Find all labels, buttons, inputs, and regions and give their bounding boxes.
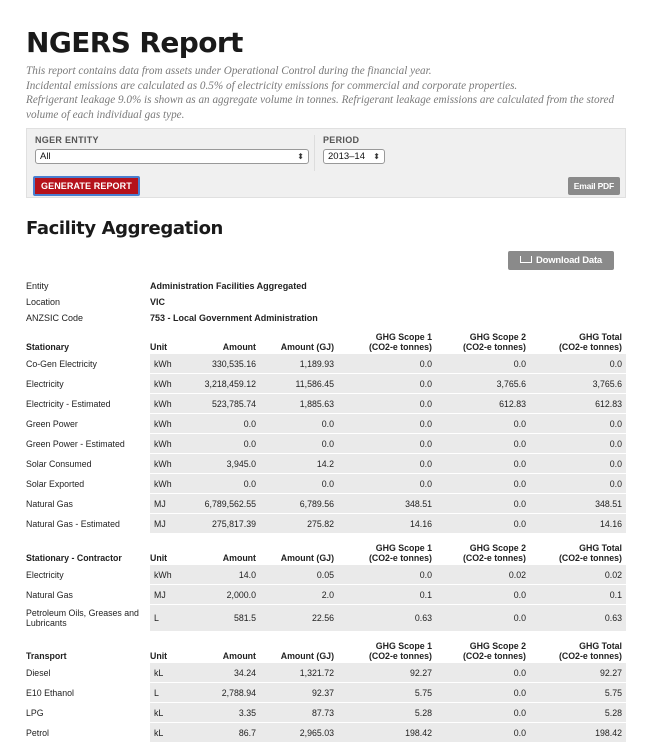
table-cell: 0.0 xyxy=(192,474,260,494)
table-cell: 3,765.6 xyxy=(436,374,530,394)
table-cell: 0.0 xyxy=(530,474,626,494)
intro-line: Refrigerant leakage 9.0% is shown as an aggregate volume in tonnes. Refrigerant leakage emissions are calculated from the stored volume of each individual gas type. xyxy=(26,94,615,121)
table-cell: 0.1 xyxy=(338,585,436,605)
row-label: Solar Exported xyxy=(26,474,150,494)
table-cell: 2,000.0 xyxy=(192,585,260,605)
column-header: Amount xyxy=(222,553,256,563)
table-cell: 0.0 xyxy=(338,374,436,394)
table-cell: 86.7 xyxy=(192,723,260,743)
table-cell: 5.75 xyxy=(338,683,436,703)
group-name: Stationary xyxy=(26,342,70,352)
table-row xyxy=(26,374,626,394)
row-label: E10 Ethanol xyxy=(26,683,150,703)
table-cell: 0.0 xyxy=(530,354,626,374)
page-title: NGERS Report xyxy=(26,26,243,59)
column-header: GHG Total (CO2-e tonnes) xyxy=(558,332,622,352)
generate-report-button[interactable]: GENERATE REPORT xyxy=(33,176,140,196)
meta-value: VIC xyxy=(150,297,166,307)
table-cell: 3,218,459.12 xyxy=(192,374,260,394)
row-label: LPG xyxy=(26,703,150,723)
table-row xyxy=(26,585,626,605)
filter-divider xyxy=(314,135,315,171)
group-body xyxy=(26,663,626,743)
row-label: Petroleum Oils, Greases and Lubricants xyxy=(26,605,150,632)
download-icon xyxy=(520,256,532,263)
email-pdf-button[interactable]: Email PDF xyxy=(568,177,620,195)
table-cell: 0.0 xyxy=(436,703,530,723)
table-cell: kL xyxy=(150,663,192,683)
table-cell: L xyxy=(150,605,192,632)
table-cell: 523,785.74 xyxy=(192,394,260,414)
table-cell: kWh xyxy=(150,565,192,585)
group-body xyxy=(26,565,626,632)
table-row xyxy=(26,414,626,434)
column-header: Amount xyxy=(222,651,256,661)
table-cell: 348.51 xyxy=(530,494,626,514)
table-cell: 348.51 xyxy=(338,494,436,514)
table-cell: 612.83 xyxy=(436,394,530,414)
table-cell: kWh xyxy=(150,374,192,394)
entity-filter xyxy=(35,135,309,164)
period-select[interactable] xyxy=(323,149,385,164)
group-name: Stationary - Contractor xyxy=(26,553,122,563)
table-cell: 0.0 xyxy=(436,474,530,494)
column-header: GHG Total (CO2-e tonnes) xyxy=(558,641,622,661)
table-cell: kL xyxy=(150,723,192,743)
table-cell: 0.0 xyxy=(436,514,530,534)
table-row xyxy=(26,514,626,534)
group-gap xyxy=(26,632,626,639)
row-label: Natural Gas xyxy=(26,494,150,514)
row-label: Electricity xyxy=(26,565,150,585)
table-cell: 2,788.94 xyxy=(192,683,260,703)
entity-label: NGER ENTITY xyxy=(35,135,99,145)
column-header: Unit xyxy=(150,651,168,661)
row-label: Green Power - Estimated xyxy=(26,434,150,454)
period-label: PERIOD xyxy=(323,135,360,145)
group-header xyxy=(26,330,626,354)
row-label: Green Power xyxy=(26,414,150,434)
table-cell: 6,789,562.55 xyxy=(192,494,260,514)
table-cell: 0.0 xyxy=(338,474,436,494)
table-row xyxy=(26,494,626,514)
row-label: Petrol xyxy=(26,723,150,743)
table-cell: 3.35 xyxy=(192,703,260,723)
table-row xyxy=(26,474,626,494)
group-gap-cell xyxy=(26,534,626,541)
row-label: Solar Consumed xyxy=(26,454,150,474)
table-cell: kWh xyxy=(150,474,192,494)
table-cell: 0.0 xyxy=(338,454,436,474)
group-gap xyxy=(26,534,626,541)
table-row xyxy=(26,394,626,414)
table-cell: 92.37 xyxy=(260,683,338,703)
group-gap-cell xyxy=(26,632,626,639)
select-arrows-icon: ⬍ xyxy=(373,151,380,161)
table-cell: 0.0 xyxy=(436,585,530,605)
table-cell: MJ xyxy=(150,585,192,605)
aggregation-table xyxy=(26,330,626,743)
column-header: Amount (GJ) xyxy=(280,553,334,563)
table-row xyxy=(26,565,626,585)
table-cell: 0.0 xyxy=(260,434,338,454)
table-cell: 92.27 xyxy=(530,663,626,683)
column-header: Amount (GJ) xyxy=(280,651,334,661)
table-cell: 0.0 xyxy=(530,434,626,454)
meta-key: Entity xyxy=(26,281,49,291)
table-cell: 0.0 xyxy=(436,414,530,434)
table-row xyxy=(26,454,626,474)
table-cell: 1,189.93 xyxy=(260,354,338,374)
table-cell: 0.0 xyxy=(436,723,530,743)
table-cell: 1,885.63 xyxy=(260,394,338,414)
table-cell: 0.0 xyxy=(338,434,436,454)
table-cell: 1,321.72 xyxy=(260,663,338,683)
table-cell: 0.1 xyxy=(530,585,626,605)
table-cell: 0.0 xyxy=(436,434,530,454)
column-header: Unit xyxy=(150,553,168,563)
table-cell: 0.0 xyxy=(338,565,436,585)
table-cell: 14.0 xyxy=(192,565,260,585)
table-cell: 14.16 xyxy=(338,514,436,534)
table-cell: 0.0 xyxy=(436,605,530,632)
table-cell: 0.0 xyxy=(530,454,626,474)
table-cell: 0.0 xyxy=(436,454,530,474)
meta-value: Administration Facilities Aggregated xyxy=(150,281,307,291)
header-row xyxy=(26,330,626,354)
table-cell: 0.0 xyxy=(338,394,436,414)
table-cell: 0.0 xyxy=(530,414,626,434)
table-row xyxy=(26,663,626,683)
table-cell: 3,945.0 xyxy=(192,454,260,474)
table-cell: 0.0 xyxy=(192,434,260,454)
table-row xyxy=(26,605,626,632)
table-cell: MJ xyxy=(150,494,192,514)
column-header: GHG Scope 2 (CO2-e tonnes) xyxy=(462,332,526,352)
table-cell: 0.0 xyxy=(338,414,436,434)
column-header: GHG Scope 2 (CO2-e tonnes) xyxy=(462,641,526,661)
table-cell: 0.0 xyxy=(260,414,338,434)
table-cell: kWh xyxy=(150,394,192,414)
meta-row xyxy=(26,294,626,310)
group-header xyxy=(26,639,626,664)
table-cell: 5.75 xyxy=(530,683,626,703)
table-cell: L xyxy=(150,683,192,703)
table-cell: 6,789.56 xyxy=(260,494,338,514)
table-row xyxy=(26,683,626,703)
table-cell: 92.27 xyxy=(338,663,436,683)
table-cell: kWh xyxy=(150,354,192,374)
table-cell: 198.42 xyxy=(530,723,626,743)
column-header: GHG Scope 1 (CO2-e tonnes) xyxy=(368,641,432,661)
table-cell: 22.56 xyxy=(260,605,338,632)
table-cell: 0.0 xyxy=(192,414,260,434)
group-body xyxy=(26,354,626,534)
table-cell: kL xyxy=(150,703,192,723)
table-cell: 0.0 xyxy=(436,663,530,683)
table-cell: 5.28 xyxy=(338,703,436,723)
meta-row xyxy=(26,278,626,294)
entity-select-value: All xyxy=(40,151,51,162)
table-cell: kWh xyxy=(150,454,192,474)
table-cell: 581.5 xyxy=(192,605,260,632)
column-header: Unit xyxy=(150,342,168,352)
table-cell: kWh xyxy=(150,434,192,454)
table-cell: 0.0 xyxy=(436,683,530,703)
filter-panel xyxy=(26,128,626,198)
meta-key: ANZSIC Code xyxy=(26,313,84,323)
row-label: Natural Gas - Estimated xyxy=(26,514,150,534)
group-header xyxy=(26,541,626,566)
table-cell: 14.16 xyxy=(530,514,626,534)
header-row xyxy=(26,639,626,664)
table-cell: MJ xyxy=(150,514,192,534)
table-cell: 275,817.39 xyxy=(192,514,260,534)
download-data-button[interactable] xyxy=(508,251,614,270)
table-cell: 14.2 xyxy=(260,454,338,474)
table-cell: 5.28 xyxy=(530,703,626,723)
meta-row xyxy=(26,310,626,326)
table-cell: 0.02 xyxy=(436,565,530,585)
download-label: Download Data xyxy=(535,255,602,266)
table-row xyxy=(26,723,626,743)
row-label: Natural Gas xyxy=(26,585,150,605)
table-row xyxy=(26,354,626,374)
table-cell: 87.73 xyxy=(260,703,338,723)
table-row xyxy=(26,434,626,454)
column-header: Amount (GJ) xyxy=(280,342,334,352)
section-title: Facility Aggregation xyxy=(26,218,223,239)
table-cell: 2.0 xyxy=(260,585,338,605)
period-filter xyxy=(323,135,523,164)
table-cell: 2,965.03 xyxy=(260,723,338,743)
table-cell: 612.83 xyxy=(530,394,626,414)
table-cell: 330,535.16 xyxy=(192,354,260,374)
table-cell: 0.0 xyxy=(436,494,530,514)
table-cell: 0.0 xyxy=(260,474,338,494)
meta-value: 753 - Local Government Administration xyxy=(150,313,318,323)
table-cell: 0.0 xyxy=(338,354,436,374)
table-cell: 275.82 xyxy=(260,514,338,534)
row-label: Electricity xyxy=(26,374,150,394)
column-header: Amount xyxy=(222,342,256,352)
intro-line: Incidental emissions are calculated as 0.5% of electricity emissions for commercial and corporate properties. xyxy=(26,79,518,92)
table-cell: 0.0 xyxy=(436,354,530,374)
table-cell: 198.42 xyxy=(338,723,436,743)
table-cell: kWh xyxy=(150,414,192,434)
row-label: Co-Gen Electricity xyxy=(26,354,150,374)
table-cell: 0.02 xyxy=(530,565,626,585)
intro-text xyxy=(26,64,626,122)
select-arrows-icon: ⬍ xyxy=(297,151,304,161)
column-header: GHG Total (CO2-e tonnes) xyxy=(558,543,622,563)
header-row xyxy=(26,541,626,566)
table-cell: 0.05 xyxy=(260,565,338,585)
column-header: GHG Scope 1 (CO2-e tonnes) xyxy=(368,543,432,563)
intro-line: This report contains data from assets under Operational Control during the financial year. xyxy=(26,65,432,77)
table-cell: 0.63 xyxy=(530,605,626,632)
entity-select[interactable] xyxy=(35,149,309,164)
table-cell: 11,586.45 xyxy=(260,374,338,394)
meta-key: Location xyxy=(26,297,61,307)
row-label: Diesel xyxy=(26,663,150,683)
period-select-value: 2013–14 xyxy=(328,151,365,162)
facility-meta xyxy=(26,278,626,326)
column-header: GHG Scope 2 (CO2-e tonnes) xyxy=(462,543,526,563)
download-wrap xyxy=(26,250,626,274)
column-header: GHG Scope 1 (CO2-e tonnes) xyxy=(368,332,432,352)
table-cell: 0.63 xyxy=(338,605,436,632)
row-label: Electricity - Estimated xyxy=(26,394,150,414)
table-cell: 3,765.6 xyxy=(530,374,626,394)
table-cell: 34.24 xyxy=(192,663,260,683)
group-name: Transport xyxy=(26,651,67,661)
table-row xyxy=(26,703,626,723)
